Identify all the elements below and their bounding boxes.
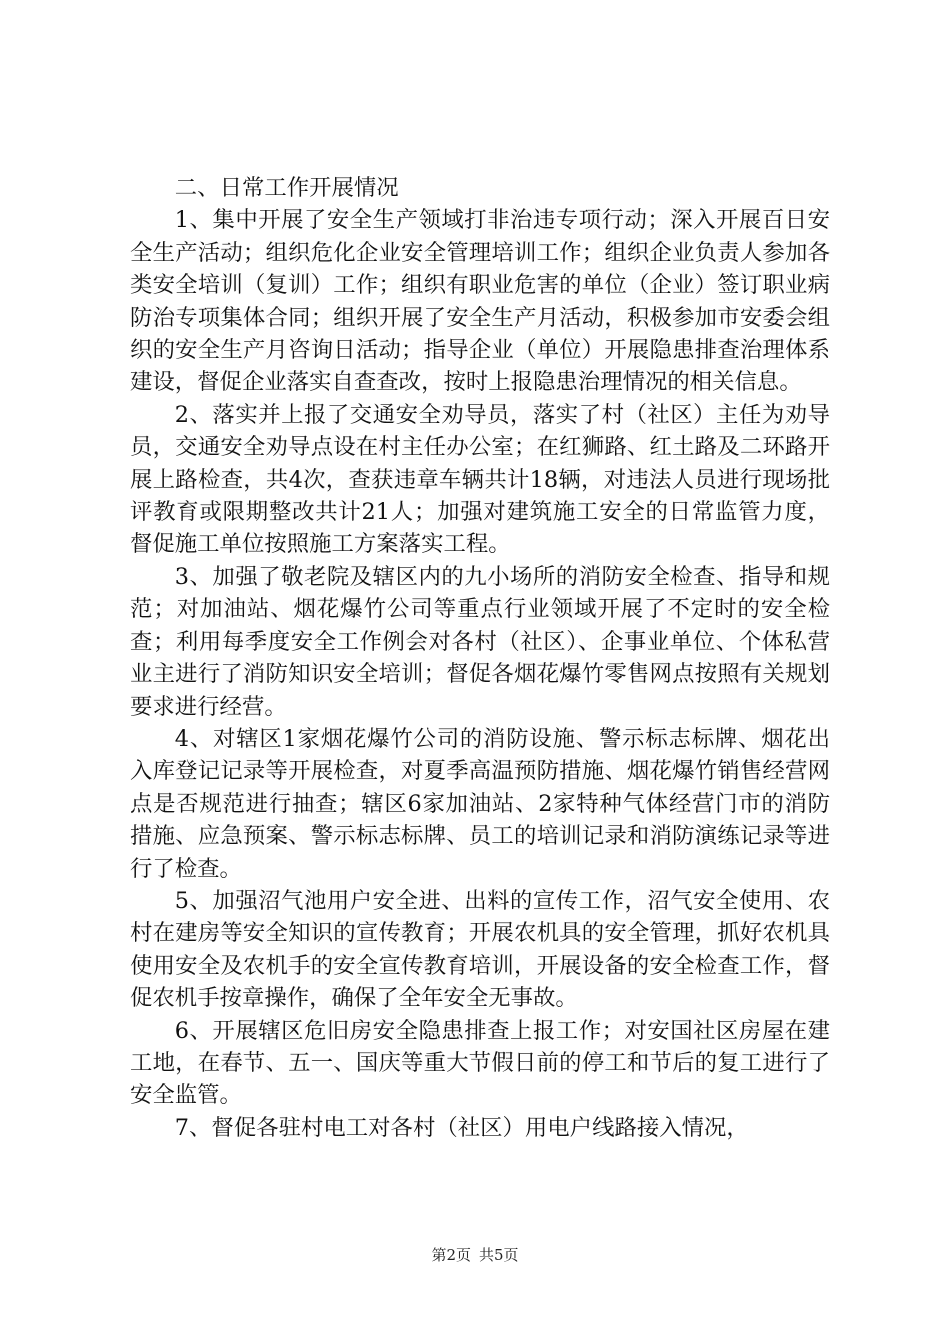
paragraph-4: 4、对辖区1家烟花爆竹公司的消防设施、警示标志标牌、烟花出入库登记记录等开展检查，对夏季高温预防措施、烟花爆竹销售经营网点是否规范进行抽查；辖区6家加油站、2家特种气体经营门市的消防措施、应急预案、警示标志标牌、员工的培训记录和消防演练记录等进行了检查。 <box>130 725 830 882</box>
paragraph-1: 1、集中开展了安全生产领域打非治违专项行动；深入开展百日安全生产活动；组织危化企业安全管理培训工作；组织企业负责人参加各类安全培训（复训）工作；组织有职业危害的单位（企业）签订职业病防治专项集体合同；组织开展了安全生产月活动，积极参加市安委会组织的安全生产月咨询日活动；指导企业（单位）开展隐患排查治理体系建设，督促企业落实自查查改，按时上报隐患治理情况的相关信息。 <box>130 207 830 396</box>
document-body <box>130 172 830 1144</box>
page-number-current: 第2页 <box>431 1246 471 1264</box>
paragraph-3: 3、加强了敬老院及辖区内的九小场所的消防安全检查、指导和规范；对加油站、烟花爆竹公司等重点行业领域开展了不定时的安全检查；利用每季度安全工作例会对各村（社区）、企事业单位、个体私营业主进行了消防知识安全培训；督促各烟花爆竹零售网点按照有关规划要求进行经营。 <box>130 563 830 720</box>
paragraph-5: 5、加强沼气池用户安全进、出料的宣传工作，沼气安全使用、农村在建房等安全知识的宣传教育；开展农机具的安全管理，抓好农机具使用安全及农机手的安全宣传教育培训，开展设备的安全检查工作，督促农机手按章操作，确保了全年安全无事故。 <box>130 887 830 1012</box>
paragraph-6: 6、开展辖区危旧房安全隐患排查上报工作；对安国社区房屋在建工地，在春节、五一、国庆等重大节假日前的停工和节后的复工进行了安全监管。 <box>130 1017 830 1109</box>
paragraph-2: 2、落实并上报了交通安全劝导员，落实了村（社区）主任为劝导员，交通安全劝导点设在村主任办公室；在红狮路、红土路及二环路开展上路检查，共4次，查获违章车辆共计18辆，对违法人员进行现场批评教育或限期整改共计21人；加强对建筑施工安全的日常监管力度，督促施工单位按照施工方案落实工程。 <box>130 401 830 558</box>
paragraph-7: 7、督促各驻村电工对各村（社区）用电户线路接入情况， <box>174 1114 749 1141</box>
section-heading: 二、日常工作开展情况 <box>174 175 399 201</box>
page-number-total: 共5页 <box>479 1246 519 1264</box>
page-footer <box>0 1245 950 1265</box>
